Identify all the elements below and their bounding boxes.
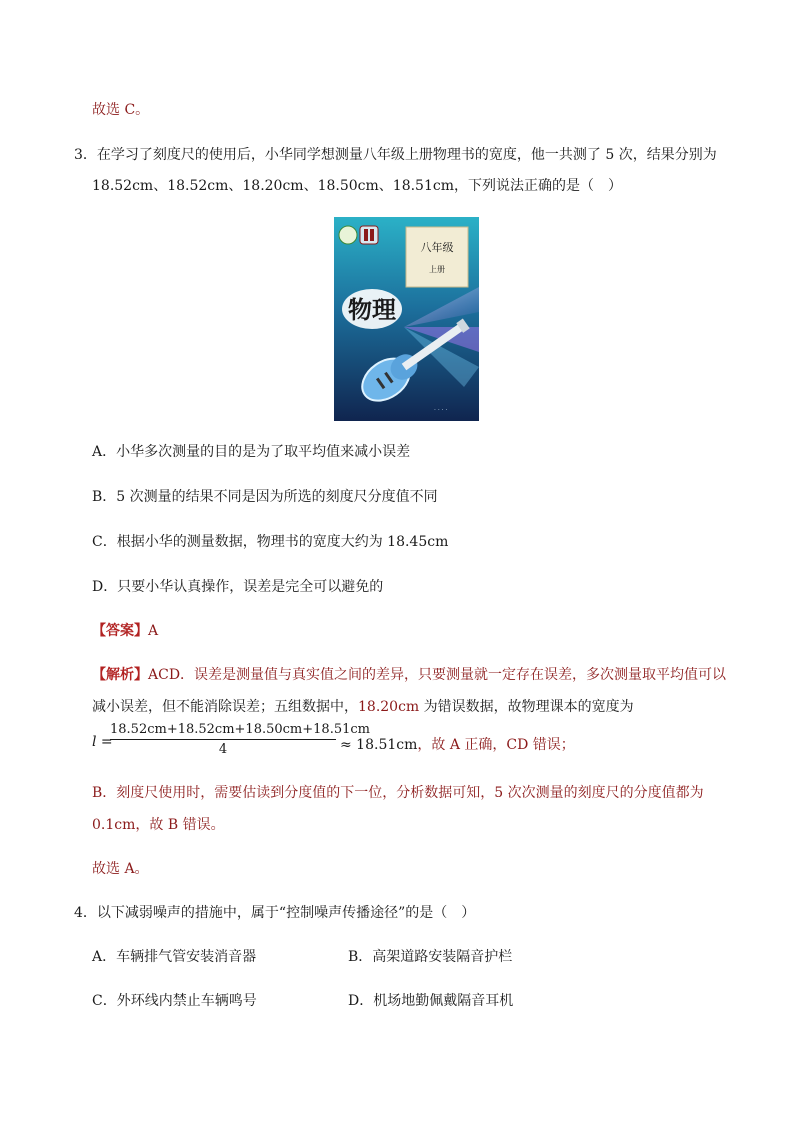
q3-analysis-line1 <box>92 665 726 685</box>
q3-stem-line1: 3．在学习了刻度尺的使用后，小华同学想测量八年级上册物理书的宽度，他一共测了 5 次，结果分别为 <box>74 147 717 163</box>
analysis-wrong-value: 18.20cm <box>358 699 420 715</box>
q3-option-a: A．小华多次测量的目的是为了取平均值来减小误差 <box>92 444 411 460</box>
q4-option-d: D．机场地勤佩戴隔音耳机 <box>348 993 514 1009</box>
analysis-text-2c: 为错误数据，故物理课本的宽度为 <box>419 699 634 715</box>
q3-analysis-line2 <box>92 697 634 717</box>
q3-conclusion: 故选 A。 <box>92 861 149 877</box>
q3-analysis-line4: B．刻度尺使用时，需要估读到分度值的下一位，分析数据可知，5 次次测量的刻度尺的分度值都为 <box>92 785 704 801</box>
analysis-text-1: ACD．误差是测量值与真实值之间的差异，只要测量就一定存在误差，多次测量取平均值可以 <box>148 667 727 683</box>
book-title: 物理 <box>348 295 396 324</box>
prev-conclusion: 故选 C。 <box>92 102 150 118</box>
book-volume: 上册 <box>429 265 445 274</box>
q3-stem-line2: 18.52cm、18.52cm、18.20cm、18.50cm、18.51cm，下列说法正确的是（ ） <box>92 178 622 194</box>
q3-option-d: D．只要小华认真操作，误差是完全可以避免的 <box>92 579 384 595</box>
analysis-text-2a: 减小误差，但不能消除误差；五组数据中， <box>92 699 358 715</box>
q4-option-a: A．车辆排气管安装消音器 <box>92 949 257 965</box>
formula-numerator: 18.52cm+18.52cm+18.50cm+18.51cm <box>110 722 336 740</box>
svg-text:· · · ·: · · · · <box>434 407 448 414</box>
q3-analysis-line5: 0.1cm，故 B 错误。 <box>92 817 225 833</box>
formula-result-value: ≈ 18.51cm <box>340 737 418 753</box>
physics-book-cover-image <box>334 217 479 421</box>
analysis-tag: 【解析】 <box>92 667 148 683</box>
formula-fraction <box>110 722 370 757</box>
q4-option-c: C．外环线内禁止车辆鸣号 <box>92 993 257 1009</box>
formula-result <box>340 734 575 754</box>
book-grade: 八年级 <box>420 241 454 254</box>
q3-option-b: B．5 次测量的结果不同是因为所选的刻度尺分度值不同 <box>92 489 438 505</box>
formula-lhs: l = <box>92 734 113 750</box>
formula-denominator: 4 <box>218 742 228 757</box>
q3-option-c: C．根据小华的测量数据，物理书的宽度大约为 18.45cm <box>92 534 449 550</box>
q4-option-b: B．高架道路安装隔音护栏 <box>348 949 513 965</box>
answer-value: A <box>148 623 159 639</box>
formula-tail: ，故 A 正确，CD 错误； <box>417 737 575 753</box>
q4-stem: 4．以下减弱噪声的措施中，属于“控制噪声传播途径”的是（ ） <box>74 905 476 921</box>
answer-tag: 【答案】 <box>92 623 148 639</box>
q3-answer <box>92 621 158 641</box>
